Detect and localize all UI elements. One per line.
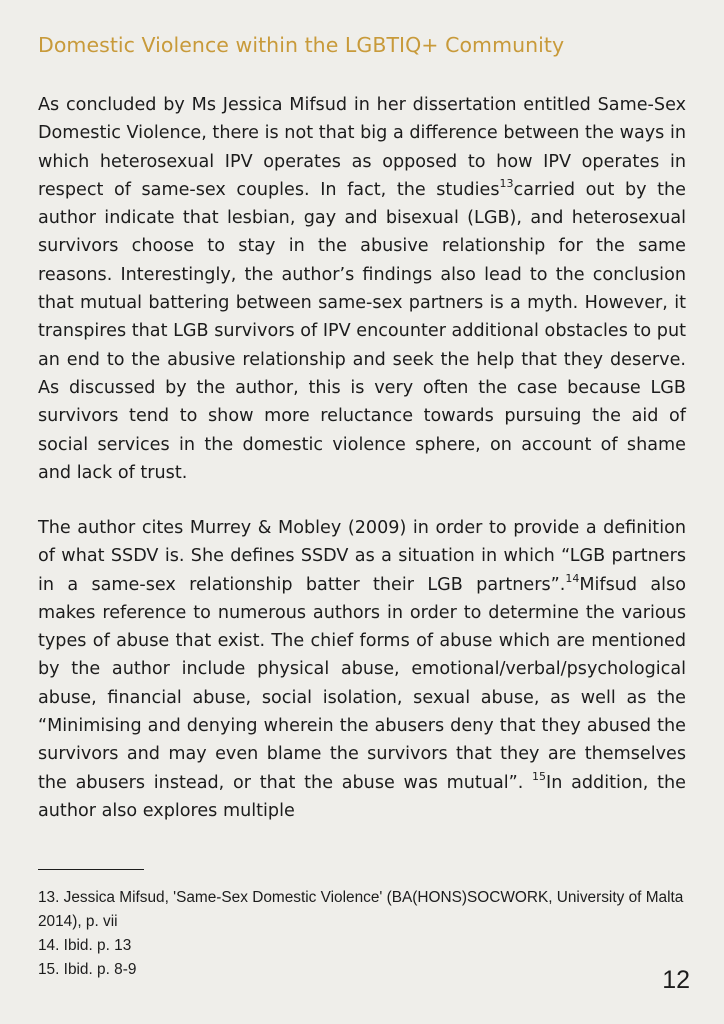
section-heading: Domestic Violence within the LGBTIQ+ Community [38, 33, 565, 57]
footnote-14: 14. Ibid. p. 13 [38, 937, 132, 954]
footnote-ref-15[interactable]: 15 [532, 769, 547, 783]
body-paragraph-2 [38, 514, 686, 825]
paragraph-text: As concluded by Ms Jessica Mifsud in her dissertation entitled Same-Sex Domestic Violence, there is not that big a difference between the ways in which heterosexual IPV operates as opposed to how IPV operates in respect of same-sex couples. In fact, the studies [38, 95, 686, 200]
footnote-ref-14[interactable]: 14 [565, 571, 580, 585]
footnote-15: 15. Ibid. p. 8-9 [38, 961, 137, 978]
page-number: 12 [662, 966, 690, 994]
footnote-13: 13. Jessica Mifsud, 'Same-Sex Domestic Violence' (BA(HONS)SOCWORK, University of Malta 2014), p. vii [38, 889, 684, 930]
paragraph-text: In addition, the author also explores multiple [38, 772, 686, 821]
footnotes [38, 886, 710, 982]
footnote-divider [38, 869, 144, 870]
footnote-ref-13[interactable]: 13 [499, 176, 514, 190]
paragraph-text: Mifsud also makes reference to numerous authors in order to determine the various types of abuse that exist. The chief forms of abuse which are mentioned by the author include physical abuse, emotional/verbal/psychological abuse, financial abuse, social isolation, sexual abuse, as well as the “Minimising and denying wherein the abusers deny that they abused the survivors and may even blame the survivors that they are themselves the abusers instead, or that the abuse was mutual”. [38, 574, 686, 793]
paragraph-text: The author cites Murrey & Mobley (2009) in order to provide a definition of what SSDV is. She defines SSDV as a situation in which “LGB partners in a same-sex relationship batter their LGB partners”. [38, 518, 686, 595]
body-paragraph-1 [38, 91, 686, 487]
paragraph-text: carried out by the author indicate that lesbian, gay and bisexual (LGB), and heterosexual survivors choose to stay in the abusive relationship for the same reasons. Interestingly, the author’s findings also lead to the conclusion that mutual battering between same-sex partners is a myth. However, it transpires that LGB survivors of IPV encounter additional obstacles to put an end to the abusive relationship and seek the help that they deserve. As discussed by the author, this is very often the case because LGB survivors tend to show more reluctance towards pursuing the aid of social services in the domestic violence sphere, on account of shame and lack of trust. [38, 179, 686, 483]
